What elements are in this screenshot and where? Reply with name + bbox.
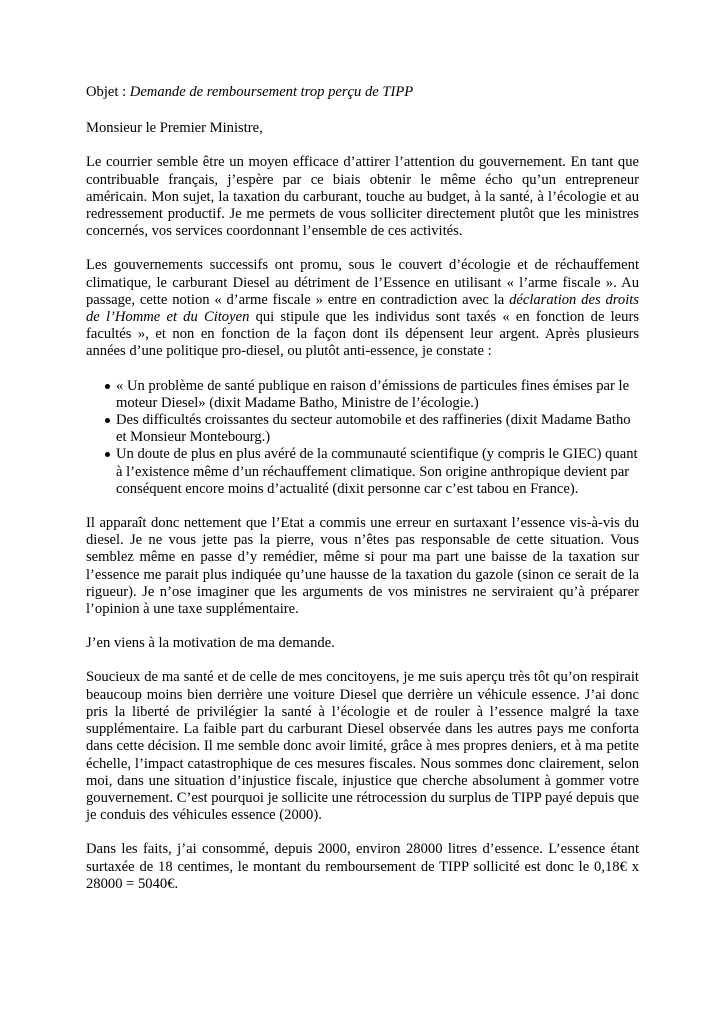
bullet-icon: [105, 452, 110, 457]
paragraph-state-error: Il apparaît donc nettement que l’Etat a commis une erreur en surtaxant l’essence vis-à-vis du diesel. Je ne vous jette pas la pierre, vous n’êtes pas responsable de cette situation. Vous semblez même en passe d’y remédier, même si pour ma part une baisse de la taxation sur l’essence me parait plus indiquée qu’une hausse de la taxation du gazole (sinon ce serait de la rigueur). Je n’ose imaginer que les arguments de vos ministres ne serviraient qu’à préparer l’opinion à une taxe supplémentaire.: [86, 515, 639, 618]
list-item-text: « Un problème de santé publique en raison d’émissions de particules fines émises par le moteur Diesel» (dixit Madame Batho, Ministre de l’écologie.): [116, 377, 630, 411]
list-item-text: Un doute de plus en plus avéré de la communauté scientifique (y compris le GIEC) quant à l’existence même d’un réchauffement climatique. Son origine anthropique devient par conséquent encore moins d’actualité (dixit personne car c’est tabou en France).: [116, 446, 638, 497]
paragraph-intro: Le courrier semble être un moyen efficace d’attirer l’attention du gouvernement. En tant que contribuable français, j’espère par ce biais obtenir le même écho qu’un entrepreneur américain. Mon sujet, la taxation du carburant, touche au budget, à la santé, à l’écologie et au redressement productif. Je me permets de vous solliciter directement plutôt que les ministres concernés, vos services coordonnant l’ensemble de ces activités.: [86, 154, 639, 240]
subject-line: [86, 84, 639, 101]
subject-text: Demande de remboursement trop perçu de TIPP: [129, 84, 414, 100]
list-item: [86, 378, 639, 412]
bullet-icon: [105, 418, 110, 423]
paragraph-motivation: Soucieux de ma santé et de celle de mes concitoyens, je me suis aperçu très tôt qu’on respirait beaucoup moins bien derrière une voiture Diesel que derrière un véhicule essence. J’ai donc pris la liberté de privilégier la santé à l’écologie et de rouler à l’essence malgré la taxe supplémentaire. La faible part du carburant Diesel observée dans les autres pays me conforta dans cette décision. Il me semble donc avoir limité, grâce à mes propres deniers, et à ma petite échelle, l’impact catastrophique de ces mesures fiscales. Nous sommes donc clairement, selon moi, dans une situation d’injustice fiscale, injustice que cherche absolument à gommer votre gouvernement. C’est pourquoi je sollicite une rétrocession du surplus de TIPP payé depuis que je conduis des véhicules essence (2000).: [86, 669, 639, 824]
paragraph-fiscal-policy-part1: Les gouvernements successifs ont promu, sous le couvert d’écologie et de réchauffement climatique, le carburant Diesel au détriment de l’Essence en utilisant « l’arme fiscale ». Au passage, cette notion « d’arme fiscale » entre en contradiction avec la: [86, 257, 639, 308]
list-item-text: Des difficultés croissantes du secteur automobile et des raffineries (dixit Madame Batho et Monsieur Montebourg.): [116, 412, 631, 446]
list-item: [86, 446, 639, 498]
observations-list: [86, 378, 639, 498]
subject-label: Objet :: [86, 84, 130, 100]
paragraph-fiscal-policy-part2: qui stipule que les individus sont taxés « en fonction de leurs facultés », et non en fonction de la façon dont ils dépensent leur argent. Après plusieurs années d’une politique pro-diesel, ou plutôt anti-essence, je constate :: [86, 309, 639, 360]
paragraph-transition: J’en viens à la motivation de ma demande.: [86, 635, 335, 652]
paragraph-calculation: Dans les faits, j’ai consommé, depuis 2000, environ 28000 litres d’essence. L’essence étant surtaxée de 18 centimes, le montant du remboursement de TIPP sollicité est donc le 0,18€ x 28000 = 5040€.: [86, 841, 639, 892]
declaration-reference: déclaration des droits de l’Homme et du Citoyen: [86, 291, 639, 326]
paragraph-fiscal-policy: [86, 257, 639, 360]
salutation: Monsieur le Premier Ministre,: [86, 120, 263, 137]
letter-body: [86, 84, 639, 910]
bullet-icon: [105, 384, 110, 389]
list-item: [86, 412, 639, 446]
